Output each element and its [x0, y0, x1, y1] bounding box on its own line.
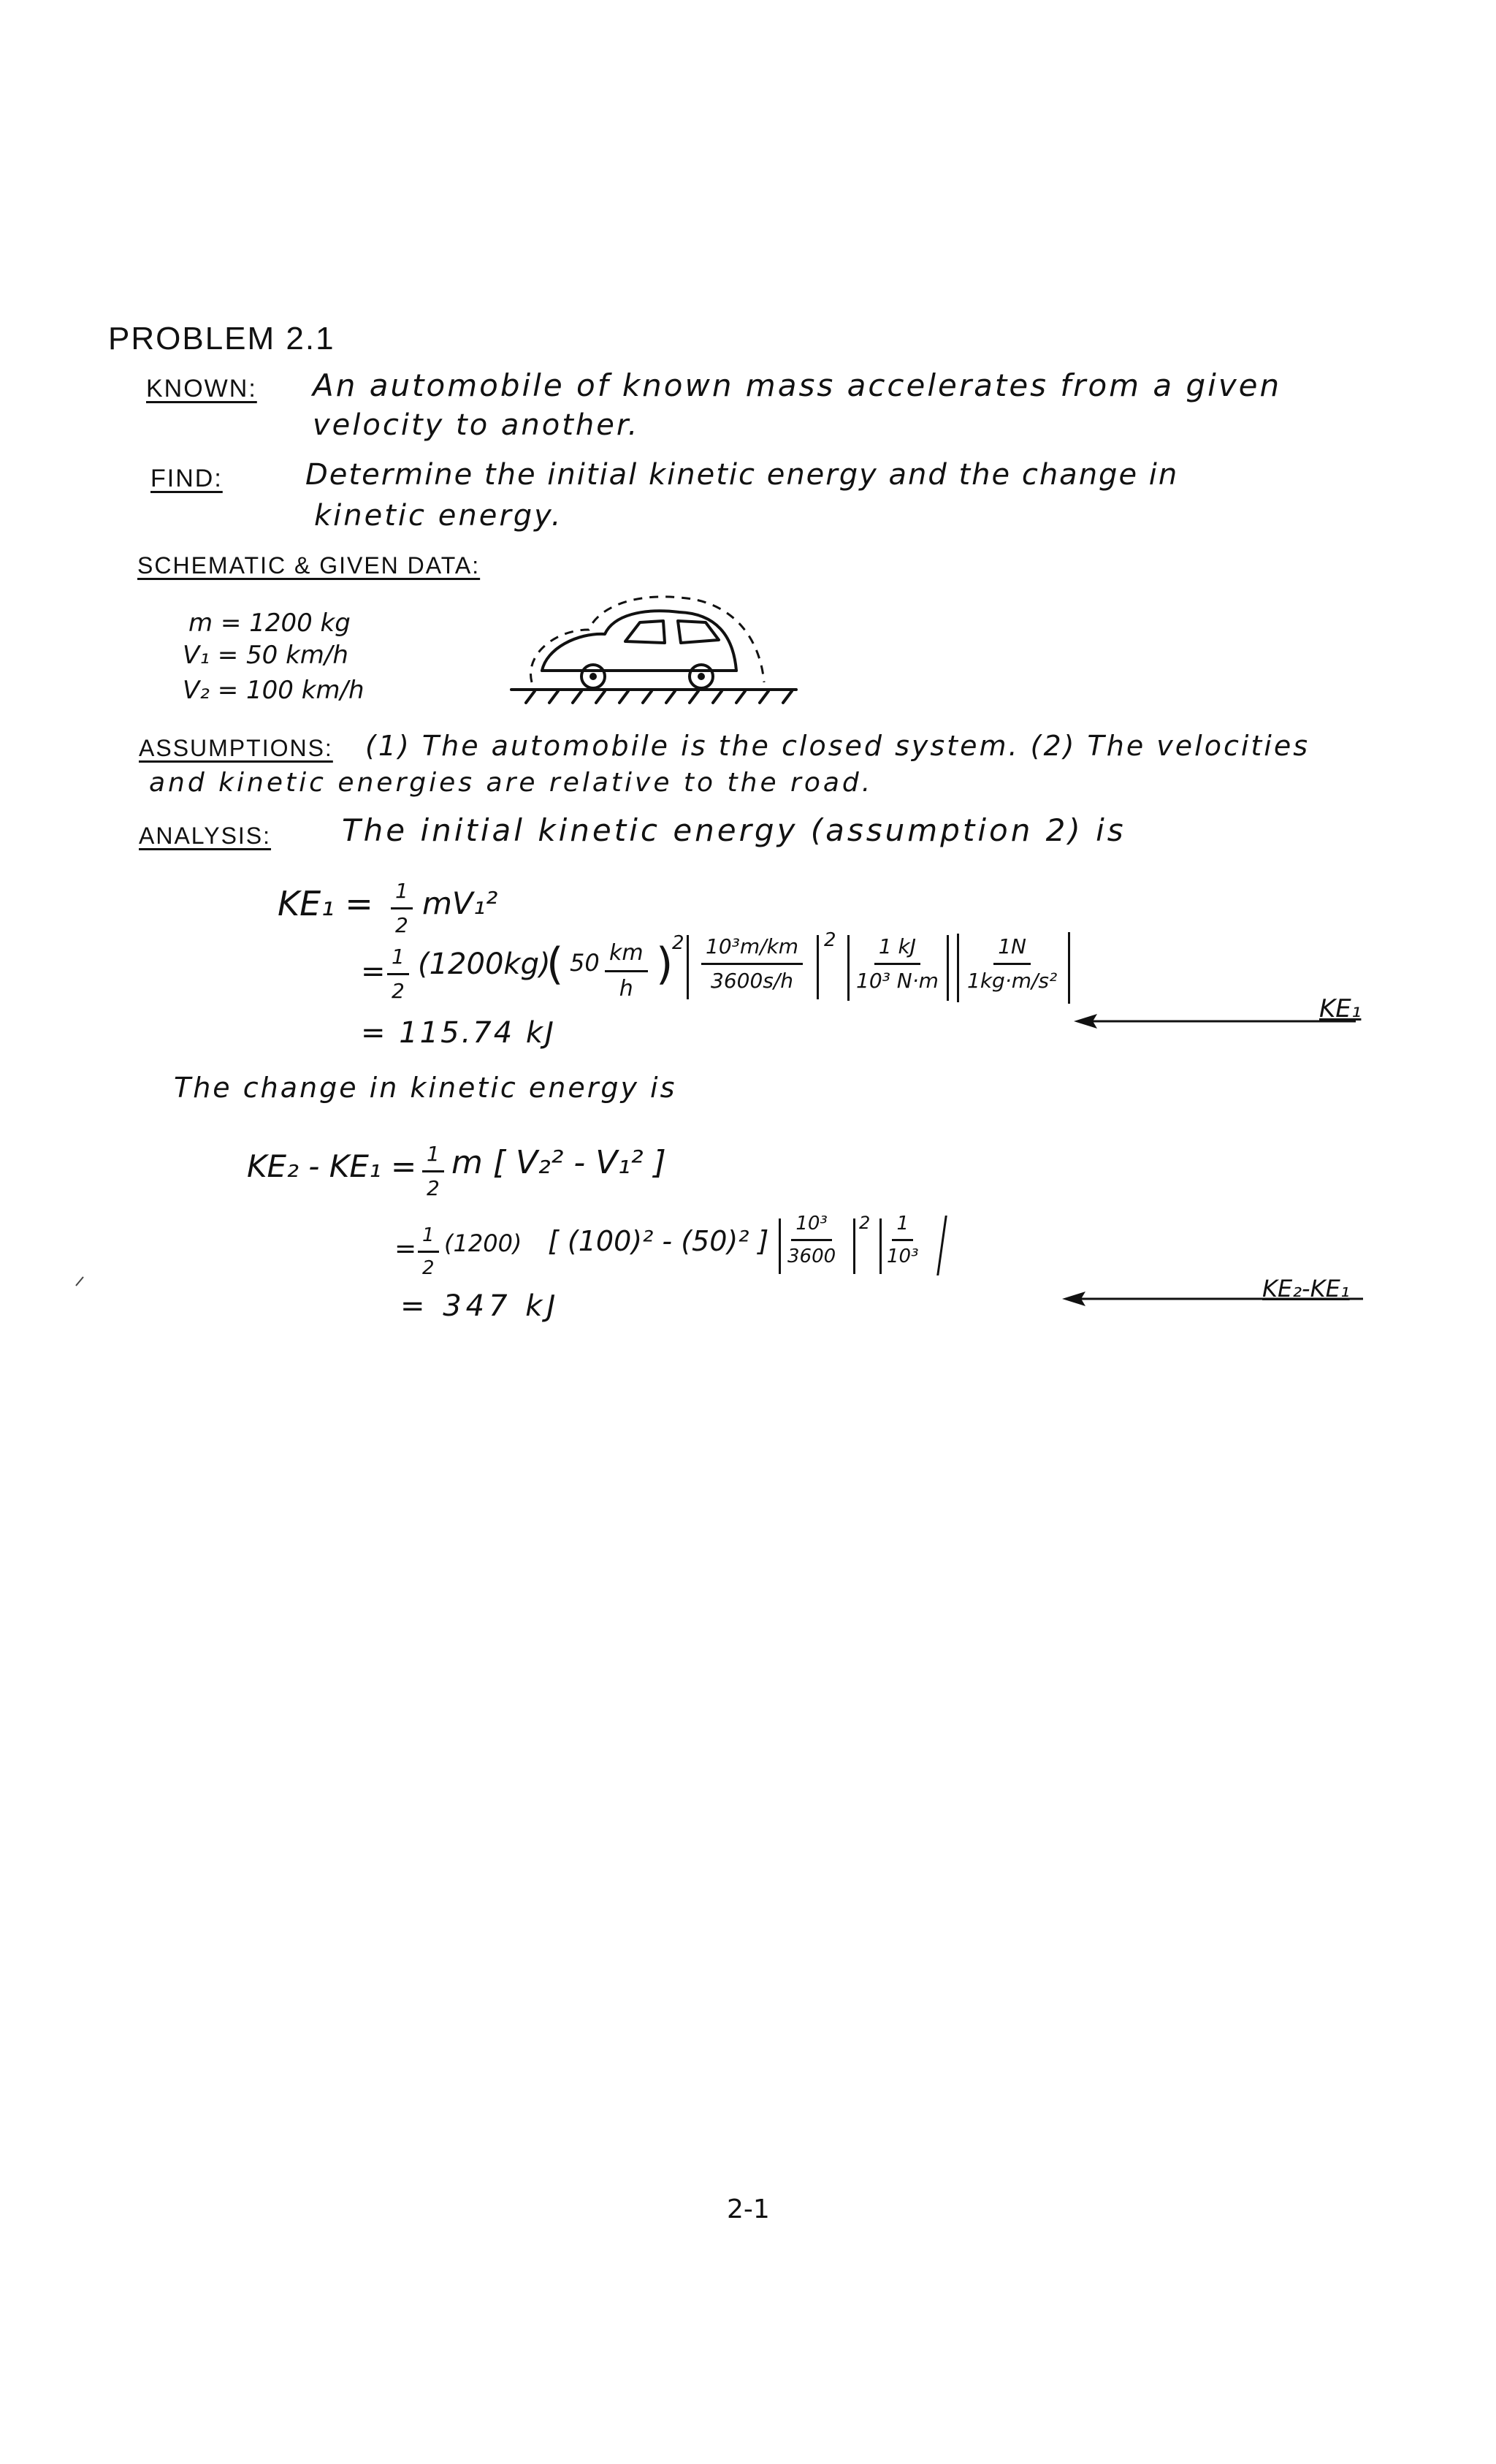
conv1-bar-right	[817, 935, 819, 999]
page-number: 2-1	[727, 2194, 770, 2224]
ke1-tag: KE₁	[1319, 994, 1362, 1023]
dke-conv-bar-right	[853, 1218, 855, 1274]
margin-tick-mark	[76, 1277, 83, 1286]
analysis-intro: The initial kinetic energy (assumption 2) is	[342, 812, 1126, 848]
dke-lhs: KE₂ - KE₁ =	[247, 1148, 417, 1184]
conv3-bar-right	[1068, 932, 1070, 1004]
ke1-result: = 115.74 kJ	[361, 1016, 556, 1050]
dke-half: $\frac{1}{2}$	[422, 1144, 444, 1199]
ke1-arrow-icon	[1074, 1014, 1356, 1029]
assumptions-text-line2: and kinetic energies are relative to the road.	[149, 768, 874, 798]
conv3-bar-left	[957, 934, 959, 1002]
dke-conv-bar-left	[779, 1218, 781, 1274]
conv1-fraction: $\frac{\text{10³m/km}}{3600s/h}$	[701, 937, 803, 991]
problem-title: PROBLEM 2.1	[108, 321, 335, 356]
change-intro: The change in kinetic energy is	[174, 1072, 677, 1104]
find-text-line2: kinetic energy.	[314, 499, 563, 533]
dke-tag: KE₂-KE₁	[1262, 1275, 1350, 1302]
conv1-bar-left	[687, 935, 689, 999]
ke1-lhs: KE₁ =	[278, 884, 373, 923]
ke1-sub-half: $\frac{1}{2}$	[387, 947, 409, 1002]
ke1-sub-open-paren: (	[546, 939, 564, 990]
schematic-heading: SCHEMATIC & GIVEN DATA:	[137, 552, 481, 579]
conv3-fraction: $\frac{1N}{\text{1kg·m/s²}}$	[967, 934, 1058, 993]
dke-result: = 347 kJ	[400, 1289, 560, 1323]
ke1-sub-close-paren: )	[656, 939, 673, 990]
dke-sub-bracket: [ (100)² - (50)² ]	[548, 1225, 769, 1257]
half-denominator: 2	[395, 913, 408, 937]
conv1-exp: 2	[824, 929, 836, 951]
half-numerator: 1	[391, 881, 413, 909]
ke1-sub-speed: 50	[570, 949, 600, 977]
given-v2: V₂ = 100 km/h	[183, 676, 365, 705]
dke-conv-fraction: $\frac{\text{10³}}{3600}$	[787, 1213, 836, 1267]
assumptions-label: ASSUMPTIONS:	[139, 735, 333, 761]
given-mass: m = 1200 kg	[188, 609, 351, 638]
dke-conv2-bar-right	[936, 1216, 947, 1275]
ke1-sub-mass: (1200kg)	[418, 947, 551, 981]
analysis-label: ANALYSIS:	[139, 823, 272, 849]
known-label: KNOWN:	[146, 375, 257, 403]
conv2-fraction: $\frac{1 kJ}{\text{10³ N·m}}$	[856, 934, 939, 993]
find-label: FIND:	[150, 465, 223, 492]
conv2-bar-left	[847, 935, 850, 1001]
known-text-line1: An automobile of known mass accelerates from a given	[313, 367, 1282, 403]
conv2-bar-right	[947, 935, 949, 1001]
assumptions-text-line1: (1) The automobile is the closed system. (2) The velocities	[365, 730, 1310, 762]
known-text-line2: velocity to another.	[313, 408, 640, 442]
dke-conv-exp: 2	[859, 1213, 871, 1233]
given-v1: V₁ = 50 km/h	[183, 641, 348, 670]
half-fraction	[391, 881, 413, 936]
ke1-sub-equals: =	[361, 955, 386, 988]
dke-conv2-fraction: $\frac{1}{\text{10³}}$	[887, 1213, 919, 1267]
dke-conv2-bar-left	[879, 1218, 882, 1274]
dke-formula: m [ V₂² - V₁² ]	[451, 1144, 666, 1181]
find-text-line1: Determine the initial kinetic energy and the change in	[305, 458, 1179, 492]
dke-sub-mass: (1200)	[444, 1229, 522, 1257]
dke-sub-half: $\frac{1}{2}$	[418, 1226, 439, 1278]
dke-sub-equals: =	[394, 1234, 417, 1264]
km-per-h-fraction: $\frac{km}{h}$	[605, 942, 648, 1000]
ke1-sub-exp: 2	[672, 932, 684, 954]
ke1-formula: mV₁²	[422, 885, 498, 921]
